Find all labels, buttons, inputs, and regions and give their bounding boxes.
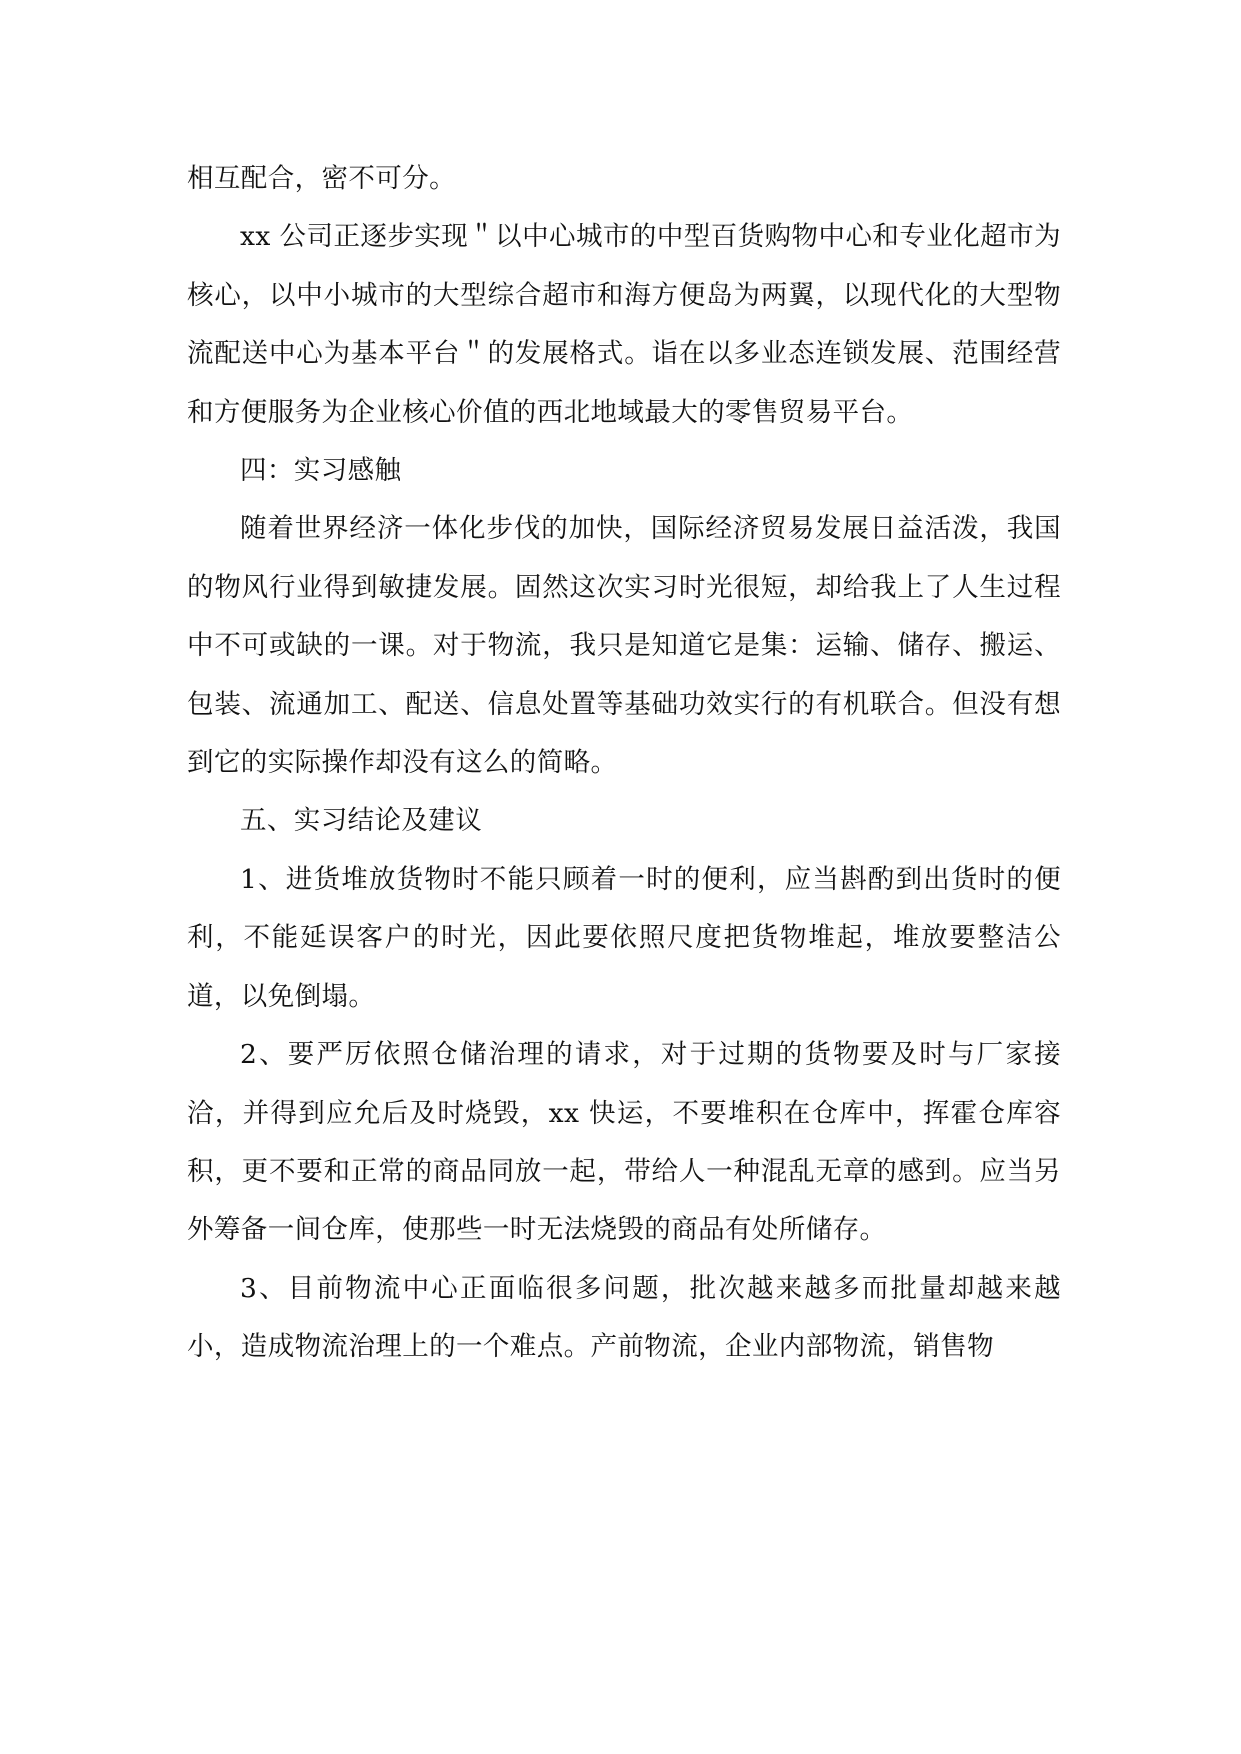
section-heading-internship-impressions: 四：实习感触 [240,455,402,487]
paragraph-company-strategy: xx 公司正逐步实现＂以中心城市的中型百货购物中心和专业化超市为核心，以中小城市的大型综合超市和海方便岛为两翼，以现代化的大型物流配送中心为基本平台＂的发展格式。诣在以多业态连锁发展、范围经营和方便服务为企业核心价值的西北地域最大的零售贸易平台。 [187,221,1061,428]
section-heading-conclusions: 五、实习结论及建议 [240,805,483,837]
paragraph-suggestion-2: 2、要严厉依照仓储治理的请求，对于过期的货物要及时与厂家接洽，并得到应允后及时烧毁，xx 快运，不要堆积在仓库中，挥霍仓库容积，更不要和正常的商品同放一起，带给人一种混乱无章的感到。应当另外筹备一间仓库，使那些一时无法烧毁的商品有处所储存。 [187,1039,1061,1246]
paragraph-suggestion-1: 1、进货堆放货物时不能只顾着一时的便利，应当斟酌到出货时的便利，不能延误客户的时光，因此要依照尺度把货物堆起，堆放要整洁公道，以免倒塌。 [187,863,1061,1012]
paragraph-impressions: 随着世界经济一体化步伐的加快，国际经济贸易发展日益活泼，我国的物风行业得到敏捷发展。固然这次实习时光很短，却给我上了人生过程中不可或缺的一课。对于物流，我只是知道它是集：运输、储存、搬运、包装、流通加工、配送、信息处置等基础功效实行的有机联合。但没有想到它的实际操作却没有这么的简略。 [187,513,1061,779]
paragraph-continuation: 相互配合，密不可分。 [187,163,456,194]
paragraph-suggestion-3: 3、目前物流中心正面临很多问题，批次越来越多而批量却越来越小，造成物流治理上的一个难点。产前物流，企业内部物流，销售物 [187,1272,1061,1363]
